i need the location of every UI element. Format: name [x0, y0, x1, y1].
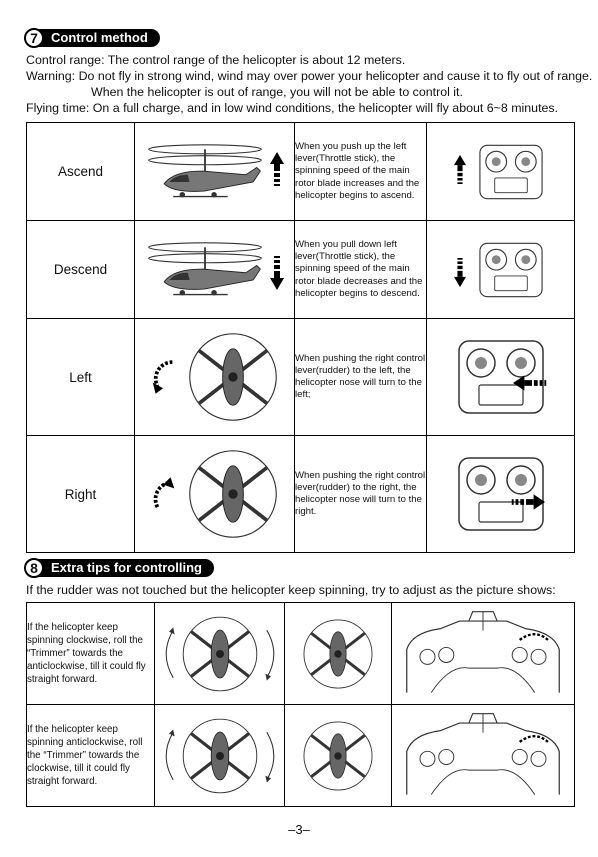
- row-label-left: Left: [27, 319, 135, 436]
- section-7-header: [24, 28, 160, 48]
- flying-time-text: Flying time: On a full charge, and in low wind conditions, the helicopter will fly about 6~8 minutes.: [26, 101, 559, 115]
- left-remote-illustration: [427, 319, 575, 436]
- table-row: [27, 603, 575, 705]
- table-row: [27, 221, 575, 319]
- tip-anticlockwise-text: If the helicopter keep spinning anticlockwise, roll the “Trimmer” towards the clockwise, till it could fly straight forward.: [27, 705, 155, 807]
- arrow-left-icon: [513, 375, 551, 391]
- section-8-header: [24, 558, 214, 578]
- helicopter-top-icon: [180, 614, 260, 694]
- section-7-title: Control method: [35, 29, 160, 47]
- right-remote-illustration: [427, 436, 575, 553]
- tip-clockwise-spin-illustration: [155, 603, 285, 705]
- remote-controller-icon: [474, 137, 548, 207]
- right-illustration: [135, 436, 295, 553]
- helicopter-side-icon: [146, 140, 264, 204]
- row-label-descend: Descend: [27, 221, 135, 319]
- ascend-illustration: [135, 123, 295, 221]
- warning-text: Warning: Do not fly in strong wind, wind may over power your helicopter and cause it to fly out of range.: [26, 69, 593, 83]
- arrow-up-icon: [454, 153, 466, 191]
- ascend-description: When you push up the left lever(Throttle stick), the spinning speed of the main rotor blade increases and the helicopter begins to ascend.: [295, 123, 427, 221]
- tip-anticlockwise-trimmer-illustration: [392, 705, 575, 807]
- remote-controller-icon: [474, 235, 548, 305]
- arrow-down-icon: [270, 250, 284, 290]
- section-8-number: 8: [24, 558, 44, 578]
- arrow-right-icon: [507, 494, 545, 510]
- ascend-remote-illustration: [427, 123, 575, 221]
- tip-clockwise-text: If the helicopter keep spinning clockwise, roll the “Trimmer” towards the anticlockwise, till it could fly straight forward.: [27, 603, 155, 705]
- control-range-text: Control range: The control range of the helicopter is about 12 meters.: [26, 53, 406, 67]
- helicopter-top-icon: [301, 617, 375, 691]
- curved-arrow-icon: [162, 614, 176, 694]
- row-label-ascend: Ascend: [27, 123, 135, 221]
- helicopter-top-icon: [180, 716, 260, 796]
- rotate-right-arrow-icon: [150, 474, 178, 514]
- arrow-up-icon: [270, 152, 284, 192]
- table-row: [27, 123, 575, 221]
- curved-arrow-icon: [264, 614, 278, 694]
- section-8-title: Extra tips for controlling: [35, 559, 214, 577]
- right-description: When pushing the right control lever(rudder) to the right, the helicopter nose will turn to the right.: [295, 436, 427, 553]
- curved-arrow-icon: [162, 716, 176, 796]
- remote-trimmer-icon: [403, 611, 563, 697]
- section-7-number: 7: [24, 28, 44, 48]
- curved-arrow-icon: [264, 716, 278, 796]
- helicopter-top-icon: [301, 719, 375, 793]
- tip-anticlockwise-spin-illustration: [155, 705, 285, 807]
- left-illustration: [135, 319, 295, 436]
- descend-description: When you pull down left lever(Throttle stick), the spinning speed of the main rotor blade decreases and the helicopter begins to descend.: [295, 221, 427, 319]
- tip-clockwise-result-illustration: [285, 603, 392, 705]
- tip-clockwise-trimmer-illustration: [392, 603, 575, 705]
- descend-illustration: [135, 221, 295, 319]
- table-row: [27, 319, 575, 436]
- rotate-left-arrow-icon: [150, 357, 178, 397]
- left-description: When pushing the right control lever(rudder) to the left, the helicopter nose will turn to the left;: [295, 319, 427, 436]
- page-number: –3–: [288, 822, 310, 837]
- arrow-down-icon: [454, 251, 466, 289]
- table-row: [27, 705, 575, 807]
- helicopter-top-icon: [186, 447, 280, 541]
- control-method-table: [26, 122, 575, 553]
- tips-intro-text: If the rudder was not touched but the helicopter keep spinning, try to adjust as the picture shows:: [26, 583, 556, 597]
- helicopter-top-icon: [186, 330, 280, 424]
- row-label-right: Right: [27, 436, 135, 553]
- tips-table: [26, 602, 575, 807]
- helicopter-side-icon: [146, 238, 264, 302]
- warning-text-continued: When the helicopter is out of range, you will not be able to control it.: [91, 85, 463, 99]
- descend-remote-illustration: [427, 221, 575, 319]
- remote-trimmer-icon: [403, 713, 563, 799]
- table-row: [27, 436, 575, 553]
- tip-anticlockwise-result-illustration: [285, 705, 392, 807]
